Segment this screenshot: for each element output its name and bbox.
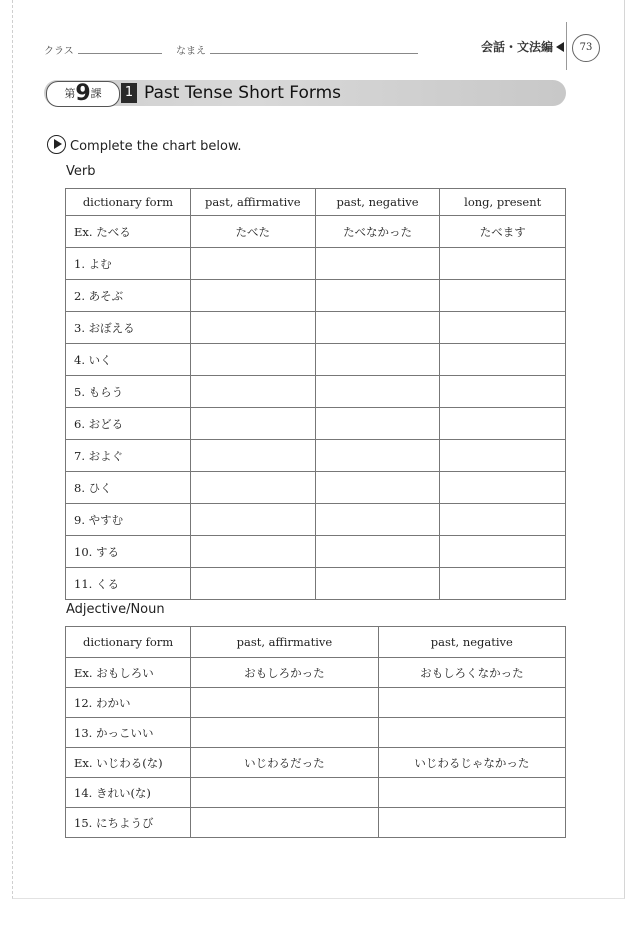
- column-header: past, negative: [315, 189, 440, 216]
- dictionary-form-cell: 5. もらう: [66, 376, 191, 408]
- table-row: [66, 440, 566, 472]
- answer-blank-cell[interactable]: [190, 312, 315, 344]
- dictionary-form-cell: Ex. たべる: [66, 216, 191, 248]
- column-header: long, present: [440, 189, 566, 216]
- name-field[interactable]: [176, 42, 418, 57]
- answer-blank-cell[interactable]: [315, 568, 440, 600]
- adjective-table: [65, 626, 566, 838]
- answer-blank-cell[interactable]: [440, 376, 566, 408]
- table-row: [66, 808, 566, 838]
- verb-section-label: Verb: [66, 164, 96, 179]
- table-row: [66, 408, 566, 440]
- answer-blank-cell[interactable]: [191, 718, 378, 748]
- answer-blank-cell[interactable]: [440, 472, 566, 504]
- answer-blank-cell[interactable]: [440, 312, 566, 344]
- answer-blank-cell[interactable]: [378, 778, 565, 808]
- dictionary-form-cell: 9. やすむ: [66, 504, 191, 536]
- answer-blank-cell[interactable]: [440, 344, 566, 376]
- lesson-suffix: 課: [90, 87, 102, 100]
- answer-blank-cell[interactable]: [190, 568, 315, 600]
- table-row: [66, 248, 566, 280]
- example-answer-cell: おもしろかった: [191, 658, 378, 688]
- answer-blank-cell[interactable]: [440, 248, 566, 280]
- lesson-prefix: 第: [64, 87, 76, 100]
- answer-blank-cell[interactable]: [315, 536, 440, 568]
- answer-blank-cell[interactable]: [190, 440, 315, 472]
- table-row: [66, 216, 566, 248]
- column-header: past, affirmative: [191, 627, 378, 658]
- dictionary-form-cell: 4. いく: [66, 344, 191, 376]
- name-label: なまえ: [176, 46, 206, 57]
- answer-blank-cell[interactable]: [190, 472, 315, 504]
- answer-blank-cell[interactable]: [191, 688, 378, 718]
- dictionary-form-cell: 3. おぼえる: [66, 312, 191, 344]
- dictionary-form-cell: 7. およぐ: [66, 440, 191, 472]
- dictionary-form-cell: 2. あそぶ: [66, 280, 191, 312]
- dictionary-form-cell: Ex. おもしろい: [66, 658, 191, 688]
- answer-blank-cell[interactable]: [440, 440, 566, 472]
- table-row: [66, 778, 566, 808]
- column-header: dictionary form: [66, 189, 191, 216]
- answer-blank-cell[interactable]: [190, 344, 315, 376]
- table-header-row: [66, 627, 566, 658]
- column-header: past, affirmative: [190, 189, 315, 216]
- dictionary-form-cell: 12. わかい: [66, 688, 191, 718]
- dictionary-form-cell: 13. かっこいい: [66, 718, 191, 748]
- answer-blank-cell[interactable]: [440, 536, 566, 568]
- answer-blank-cell[interactable]: [440, 408, 566, 440]
- column-header: past, negative: [378, 627, 565, 658]
- answer-blank-cell[interactable]: [315, 344, 440, 376]
- answer-blank-cell[interactable]: [315, 248, 440, 280]
- dictionary-form-cell: 14. きれい(な): [66, 778, 191, 808]
- header-divider: [566, 22, 567, 70]
- table-header-row: [66, 189, 566, 216]
- answer-blank-cell[interactable]: [440, 280, 566, 312]
- answer-blank-cell[interactable]: [440, 504, 566, 536]
- answer-blank-cell[interactable]: [378, 688, 565, 718]
- answer-blank-cell[interactable]: [190, 248, 315, 280]
- answer-blank-cell[interactable]: [191, 808, 378, 838]
- page-title: Past Tense Short Forms: [144, 83, 341, 103]
- section-title: [481, 38, 564, 55]
- answer-blank-cell[interactable]: [190, 504, 315, 536]
- lesson-badge: [46, 81, 120, 107]
- dictionary-form-cell: 11. くる: [66, 568, 191, 600]
- example-answer-cell: いじわるじゃなかった: [378, 748, 565, 778]
- class-blank[interactable]: [78, 43, 162, 54]
- table-row: [66, 280, 566, 312]
- triangle-left-icon: [556, 42, 564, 52]
- answer-blank-cell[interactable]: [315, 440, 440, 472]
- dictionary-form-cell: 8. ひく: [66, 472, 191, 504]
- section-title-text: 会話・文法編: [480, 40, 553, 54]
- table-row: [66, 312, 566, 344]
- answer-blank-cell[interactable]: [315, 376, 440, 408]
- table-row: [66, 688, 566, 718]
- answer-blank-cell[interactable]: [315, 472, 440, 504]
- answer-blank-cell[interactable]: [191, 778, 378, 808]
- class-label: クラス: [44, 46, 74, 57]
- name-blank[interactable]: [210, 43, 418, 54]
- answer-blank-cell[interactable]: [190, 408, 315, 440]
- example-answer-cell: おもしろくなかった: [378, 658, 565, 688]
- answer-blank-cell[interactable]: [315, 312, 440, 344]
- table-row: [66, 718, 566, 748]
- table-row: [66, 504, 566, 536]
- answer-blank-cell[interactable]: [190, 376, 315, 408]
- example-answer-cell: たべた: [190, 216, 315, 248]
- page-number: 73: [572, 34, 600, 62]
- verb-table: [65, 188, 566, 600]
- example-answer-cell: たべます: [440, 216, 566, 248]
- example-answer-cell: たべなかった: [315, 216, 440, 248]
- answer-blank-cell[interactable]: [190, 536, 315, 568]
- dictionary-form-cell: 10. する: [66, 536, 191, 568]
- table-row: [66, 344, 566, 376]
- dictionary-form-cell: 15. にちようび: [66, 808, 191, 838]
- dictionary-form-cell: Ex. いじわる(な): [66, 748, 191, 778]
- instruction-text: Complete the chart below.: [70, 139, 242, 154]
- answer-blank-cell[interactable]: [315, 408, 440, 440]
- adjective-section-label: Adjective/Noun: [66, 602, 165, 617]
- dictionary-form-cell: 1. よむ: [66, 248, 191, 280]
- table-row: [66, 748, 566, 778]
- class-field[interactable]: [44, 42, 162, 57]
- table-row: [66, 568, 566, 600]
- answer-blank-cell[interactable]: [315, 504, 440, 536]
- column-header: dictionary form: [66, 627, 191, 658]
- item-number: 1: [121, 83, 137, 103]
- answer-blank-cell[interactable]: [190, 280, 315, 312]
- table-row: [66, 376, 566, 408]
- answer-blank-cell[interactable]: [315, 280, 440, 312]
- dictionary-form-cell: 6. おどる: [66, 408, 191, 440]
- example-answer-cell: いじわるだった: [191, 748, 378, 778]
- instruction: [47, 135, 242, 154]
- play-icon: [47, 135, 66, 154]
- lesson-number: 9: [75, 81, 91, 106]
- table-row: [66, 472, 566, 504]
- table-row: [66, 536, 566, 568]
- table-row: [66, 658, 566, 688]
- answer-blank-cell[interactable]: [378, 808, 565, 838]
- answer-blank-cell[interactable]: [378, 718, 565, 748]
- answer-blank-cell[interactable]: [440, 568, 566, 600]
